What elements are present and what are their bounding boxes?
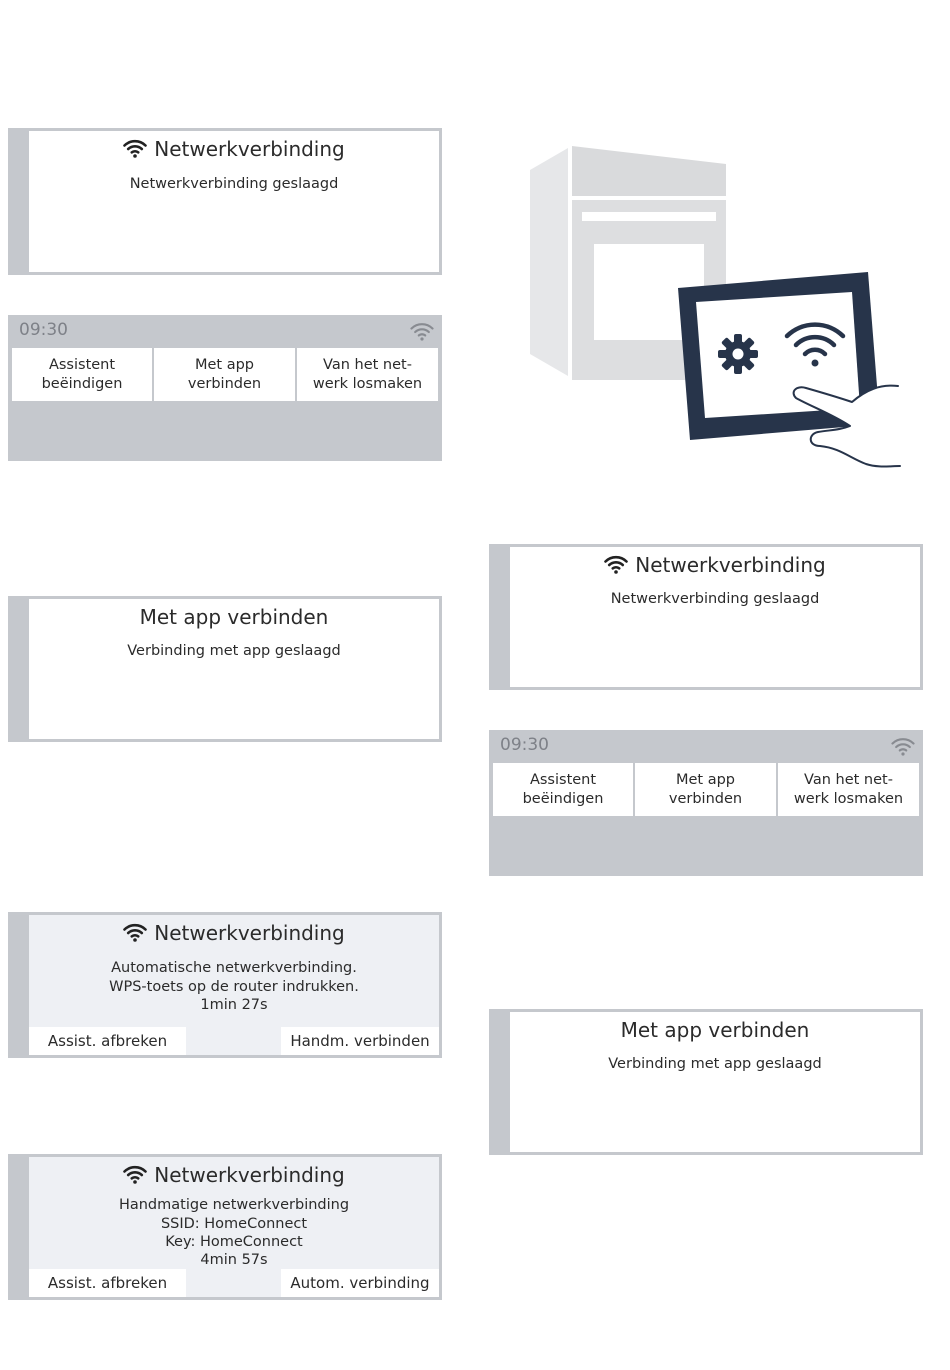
connect-app-button[interactable]: Met app verbinden (635, 763, 776, 816)
panel-title (510, 553, 920, 577)
wifi-icon (123, 922, 147, 942)
panel-side-bar (11, 131, 29, 272)
wifi-icon (410, 321, 434, 341)
panel-title-text: Netwerkverbinding (154, 1163, 345, 1187)
connect-app-button[interactable]: Met app verbinden (154, 348, 295, 401)
panel-side-bar (492, 547, 510, 687)
countdown-timer: 4min 57s (200, 1251, 268, 1268)
auto-connect-panel (8, 912, 442, 1058)
status-message: Verbinding met app geslaagd (608, 1056, 822, 1072)
panel-title-text: Netwerkverbinding (154, 921, 345, 945)
app-success-panel (489, 1009, 923, 1155)
panel-side-bar (492, 1012, 510, 1152)
main-menu-panel (489, 730, 923, 876)
panel-side-bar (11, 599, 29, 739)
panel-title (29, 1163, 439, 1187)
cancel-assistant-button[interactable]: Assist. afbreken (29, 1269, 186, 1297)
panel-side-bar (11, 915, 29, 1055)
main-menu-panel (8, 315, 442, 461)
panel-title (29, 921, 439, 945)
panel-title-text: Netwerkverbinding (154, 137, 345, 161)
disconnect-network-button[interactable]: Van het net- werk losmaken (778, 763, 919, 816)
manual-connect-button[interactable]: Handm. verbinden (281, 1027, 439, 1055)
panel-title-text: Netwerkverbinding (635, 553, 826, 577)
disconnect-network-button[interactable]: Van het net- werk losmaken (297, 348, 438, 401)
clock-time: 09:30 (19, 320, 68, 340)
auto-connect-button[interactable]: Autom. verbinding (281, 1269, 439, 1297)
panel-title: Met app verbinden (620, 1018, 810, 1042)
status-message: Netwerkverbinding geslaagd (129, 176, 339, 192)
end-assistant-button[interactable]: Assistent beëindigen (493, 763, 633, 816)
panel-side-bar (11, 1157, 29, 1297)
cancel-assistant-button[interactable]: Assist. afbreken (29, 1027, 186, 1055)
network-success-panel (489, 544, 923, 690)
countdown-timer: 1min 27s (200, 997, 268, 1013)
status-message: Verbinding met app geslaagd (127, 643, 341, 659)
panel-title: Met app verbinden (139, 605, 329, 629)
wifi-icon (891, 736, 915, 756)
panel-title (29, 137, 439, 161)
gear-icon (718, 334, 758, 374)
instruction-text: Automatische netwerkverbinding. WPS-toets op de router indrukken. 1min 27s (29, 959, 439, 1015)
app-success-panel (8, 596, 442, 742)
oven-tablet-illustration (520, 140, 910, 480)
network-success-panel (8, 128, 442, 275)
wifi-icon (604, 554, 628, 574)
status-message: Netwerkverbinding geslaagd (610, 591, 820, 607)
wifi-icon (123, 1164, 147, 1184)
end-assistant-button[interactable]: Assistent beëindigen (12, 348, 152, 401)
instruction-text: Handmatige netwerkverbinding SSID: HomeConnect Key: HomeConnect 4min 57s (29, 1196, 439, 1268)
wifi-icon (123, 138, 147, 158)
clock-time: 09:30 (500, 735, 549, 755)
manual-connect-panel (8, 1154, 442, 1300)
